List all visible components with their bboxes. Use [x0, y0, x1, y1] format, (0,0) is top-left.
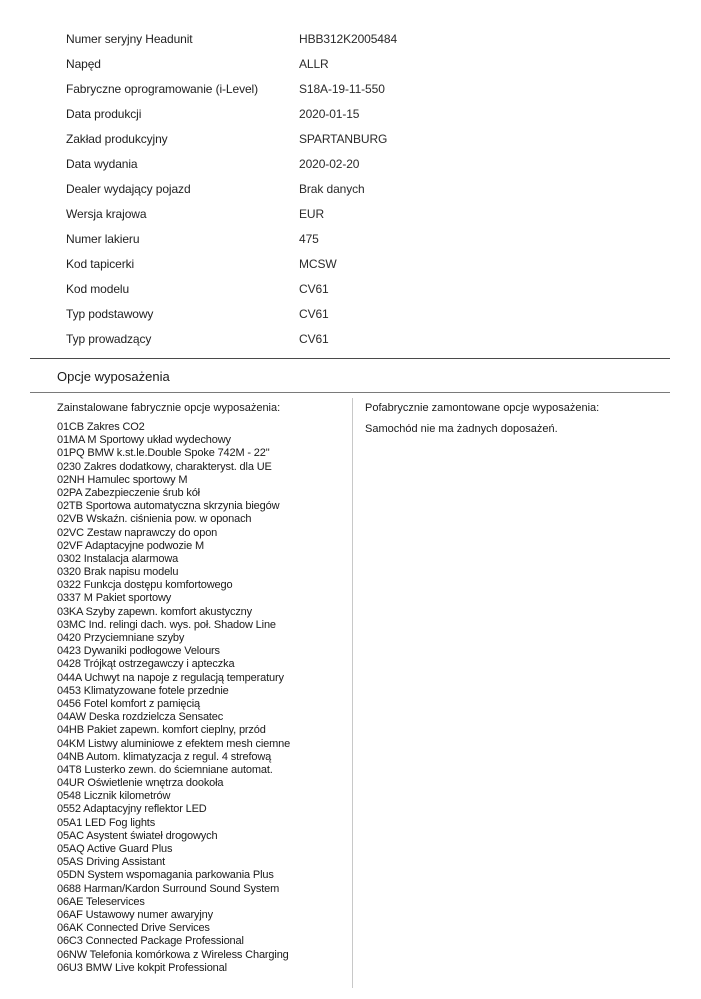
spec-label: Data produkcji — [66, 106, 142, 121]
list-item: 0688 Harman/Kardon Surround Sound System — [57, 882, 280, 895]
spec-value: CV61 — [299, 281, 329, 296]
list-item: 0320 Brak napisu modelu — [57, 566, 179, 579]
spec-value: S18A-19-11-550 — [299, 81, 385, 96]
spec-value: EUR — [299, 206, 325, 221]
list-item: 0453 Klimatyzowane fotele przednie — [57, 684, 229, 697]
list-item: 0423 Dywaniki podłogowe Velours — [57, 645, 220, 658]
list-item: 0420 Przyciemniane szyby — [57, 632, 185, 644]
list-item: 04T8 Lusterko zewn. do ściemniane automat. — [57, 763, 273, 776]
spec-value: 475 — [299, 231, 319, 246]
section-top-divider — [30, 358, 670, 359]
spec-value: CV61 — [299, 306, 329, 321]
list-item: 0322 Funkcja dostępu komfortowego — [57, 579, 233, 592]
list-item: 04KM Listwy aluminiowe z efektem mesh ciemne — [57, 737, 291, 750]
spec-label: Numer lakieru — [66, 231, 140, 246]
list-item: 05AQ Active Guard Plus — [57, 843, 173, 855]
list-item: 05AC Asystent świateł drogowych — [57, 829, 218, 842]
list-item: 0302 Instalacja alarmowa — [57, 552, 179, 565]
spec-label: Kod tapicerki — [66, 256, 135, 271]
spec-value: MCSW — [299, 256, 337, 271]
factory-options-column — [57, 401, 347, 975]
spec-label: Numer seryjny Headunit — [66, 31, 193, 46]
list-item: 044A Uchwyt na napoje z regulacją temperatury — [57, 671, 284, 684]
factory-options-heading: Zainstalowane fabrycznie opcje wyposażenia: — [57, 402, 281, 414]
factory-options-list — [57, 421, 347, 975]
list-item: 06AE Teleservices — [57, 895, 145, 908]
list-item: 0456 Fotel komfort z pamięcią — [57, 697, 200, 710]
list-item: 05AS Driving Assistant — [57, 856, 165, 869]
spec-value: 2020-01-15 — [299, 106, 360, 121]
spec-row-release-date — [66, 151, 666, 176]
spec-value: ALLR — [299, 56, 329, 71]
spec-value: CV61 — [299, 331, 329, 346]
spec-row-model-code — [66, 276, 666, 301]
list-item: 03MC Ind. relingi dach. wys. poł. Shadow Line — [57, 618, 276, 631]
list-item: 05A1 LED Fog lights — [57, 816, 156, 829]
section-bottom-divider — [30, 392, 670, 393]
spec-label: Typ prowadzący — [66, 331, 152, 346]
list-item: 06AK Connected Drive Services — [57, 922, 210, 935]
section-title: Opcje wyposażenia — [57, 369, 170, 384]
list-item: 04HB Pakiet zapewn. komfort cieplny, przód — [57, 724, 266, 737]
list-item: 02PA Zabezpieczenie śrub kół — [57, 486, 200, 499]
list-item: 02VB Wskaźn. ciśnienia pow. w oponach — [57, 513, 252, 526]
vehicle-spec-table — [66, 26, 666, 351]
list-item: 01PQ BMW k.st.le.Double Spoke 742M - 22" — [57, 447, 270, 460]
list-item: 04AW Deska rozdzielcza Sensatec — [57, 711, 224, 724]
spec-row-factory-software — [66, 76, 666, 101]
spec-label: Dealer wydający pojazd — [66, 181, 191, 196]
spec-row-plant — [66, 126, 666, 151]
spec-label: Typ podstawowy — [66, 306, 154, 321]
retrofit-options-heading: Pofabrycznie zamontowane opcje wyposażenia: — [365, 402, 600, 414]
list-item: 06C3 Connected Package Professional — [57, 935, 244, 948]
no-retrofit-options-text: Samochód nie ma żadnych doposażeń. — [365, 423, 558, 435]
list-item: 0337 M Pakiet sportowy — [57, 592, 172, 605]
spec-row-dealer — [66, 176, 666, 201]
spec-row-base-type — [66, 301, 666, 326]
spec-label: Kod modelu — [66, 281, 130, 296]
spec-value: SPARTANBURG — [299, 131, 388, 146]
spec-value: 2020-02-20 — [299, 156, 360, 171]
list-item: 02TB Sportowa automatyczna skrzynia biegów — [57, 500, 280, 513]
list-item: 02VC Zestaw naprawczy do opon — [57, 526, 218, 539]
spec-label: Zakład produkcyjny — [66, 131, 168, 146]
list-item: 04NB Autom. klimatyzacja z regul. 4 strefową — [57, 750, 272, 763]
list-item: 05DN System wspomagania parkowania Plus — [57, 869, 274, 882]
spec-label: Fabryczne oprogramowanie (i-Level) — [66, 81, 259, 96]
column-divider — [352, 398, 353, 988]
spec-label: Data wydania — [66, 156, 138, 171]
spec-row-production-date — [66, 101, 666, 126]
list-item: 06U3 BMW Live kokpit Professional — [57, 961, 227, 974]
spec-row-headunit-serial — [66, 26, 666, 51]
spec-row-lead-type — [66, 326, 666, 351]
list-item: 01CB Zakres CO2 — [57, 421, 145, 433]
spec-row-upholstery-code — [66, 251, 666, 276]
list-item: 03KA Szyby zapewn. komfort akustyczny — [57, 605, 252, 618]
list-item: 06AF Ustawowy numer awaryjny — [57, 908, 213, 921]
list-item: 02VF Adaptacyjne podwozie M — [57, 539, 204, 552]
list-item: 04UR Oświetlenie wnętrza dookoła — [57, 777, 224, 790]
spec-row-paint-code — [66, 226, 666, 251]
list-item: 0230 Zakres dodatkowy, charakteryst. dla UE — [57, 460, 272, 473]
list-item: 0428 Trójkąt ostrzegawczy i apteczka — [57, 658, 235, 671]
spec-row-drive — [66, 51, 666, 76]
retrofit-options-column — [365, 401, 665, 436]
spec-value: HBB312K2005484 — [299, 31, 398, 46]
spec-row-country-version — [66, 201, 666, 226]
list-item: 0548 Licznik kilometrów — [57, 790, 171, 803]
list-item: 06NW Telefonia komórkowa z Wireless Charging — [57, 948, 289, 961]
spec-label: Napęd — [66, 56, 101, 71]
list-item: 01MA M Sportowy układ wydechowy — [57, 434, 231, 447]
list-item: 0552 Adaptacyjny reflektor LED — [57, 803, 207, 816]
spec-value: Brak danych — [299, 181, 365, 196]
spec-label: Wersja krajowa — [66, 206, 147, 221]
list-item: 02NH Hamulec sportowy M — [57, 473, 188, 486]
